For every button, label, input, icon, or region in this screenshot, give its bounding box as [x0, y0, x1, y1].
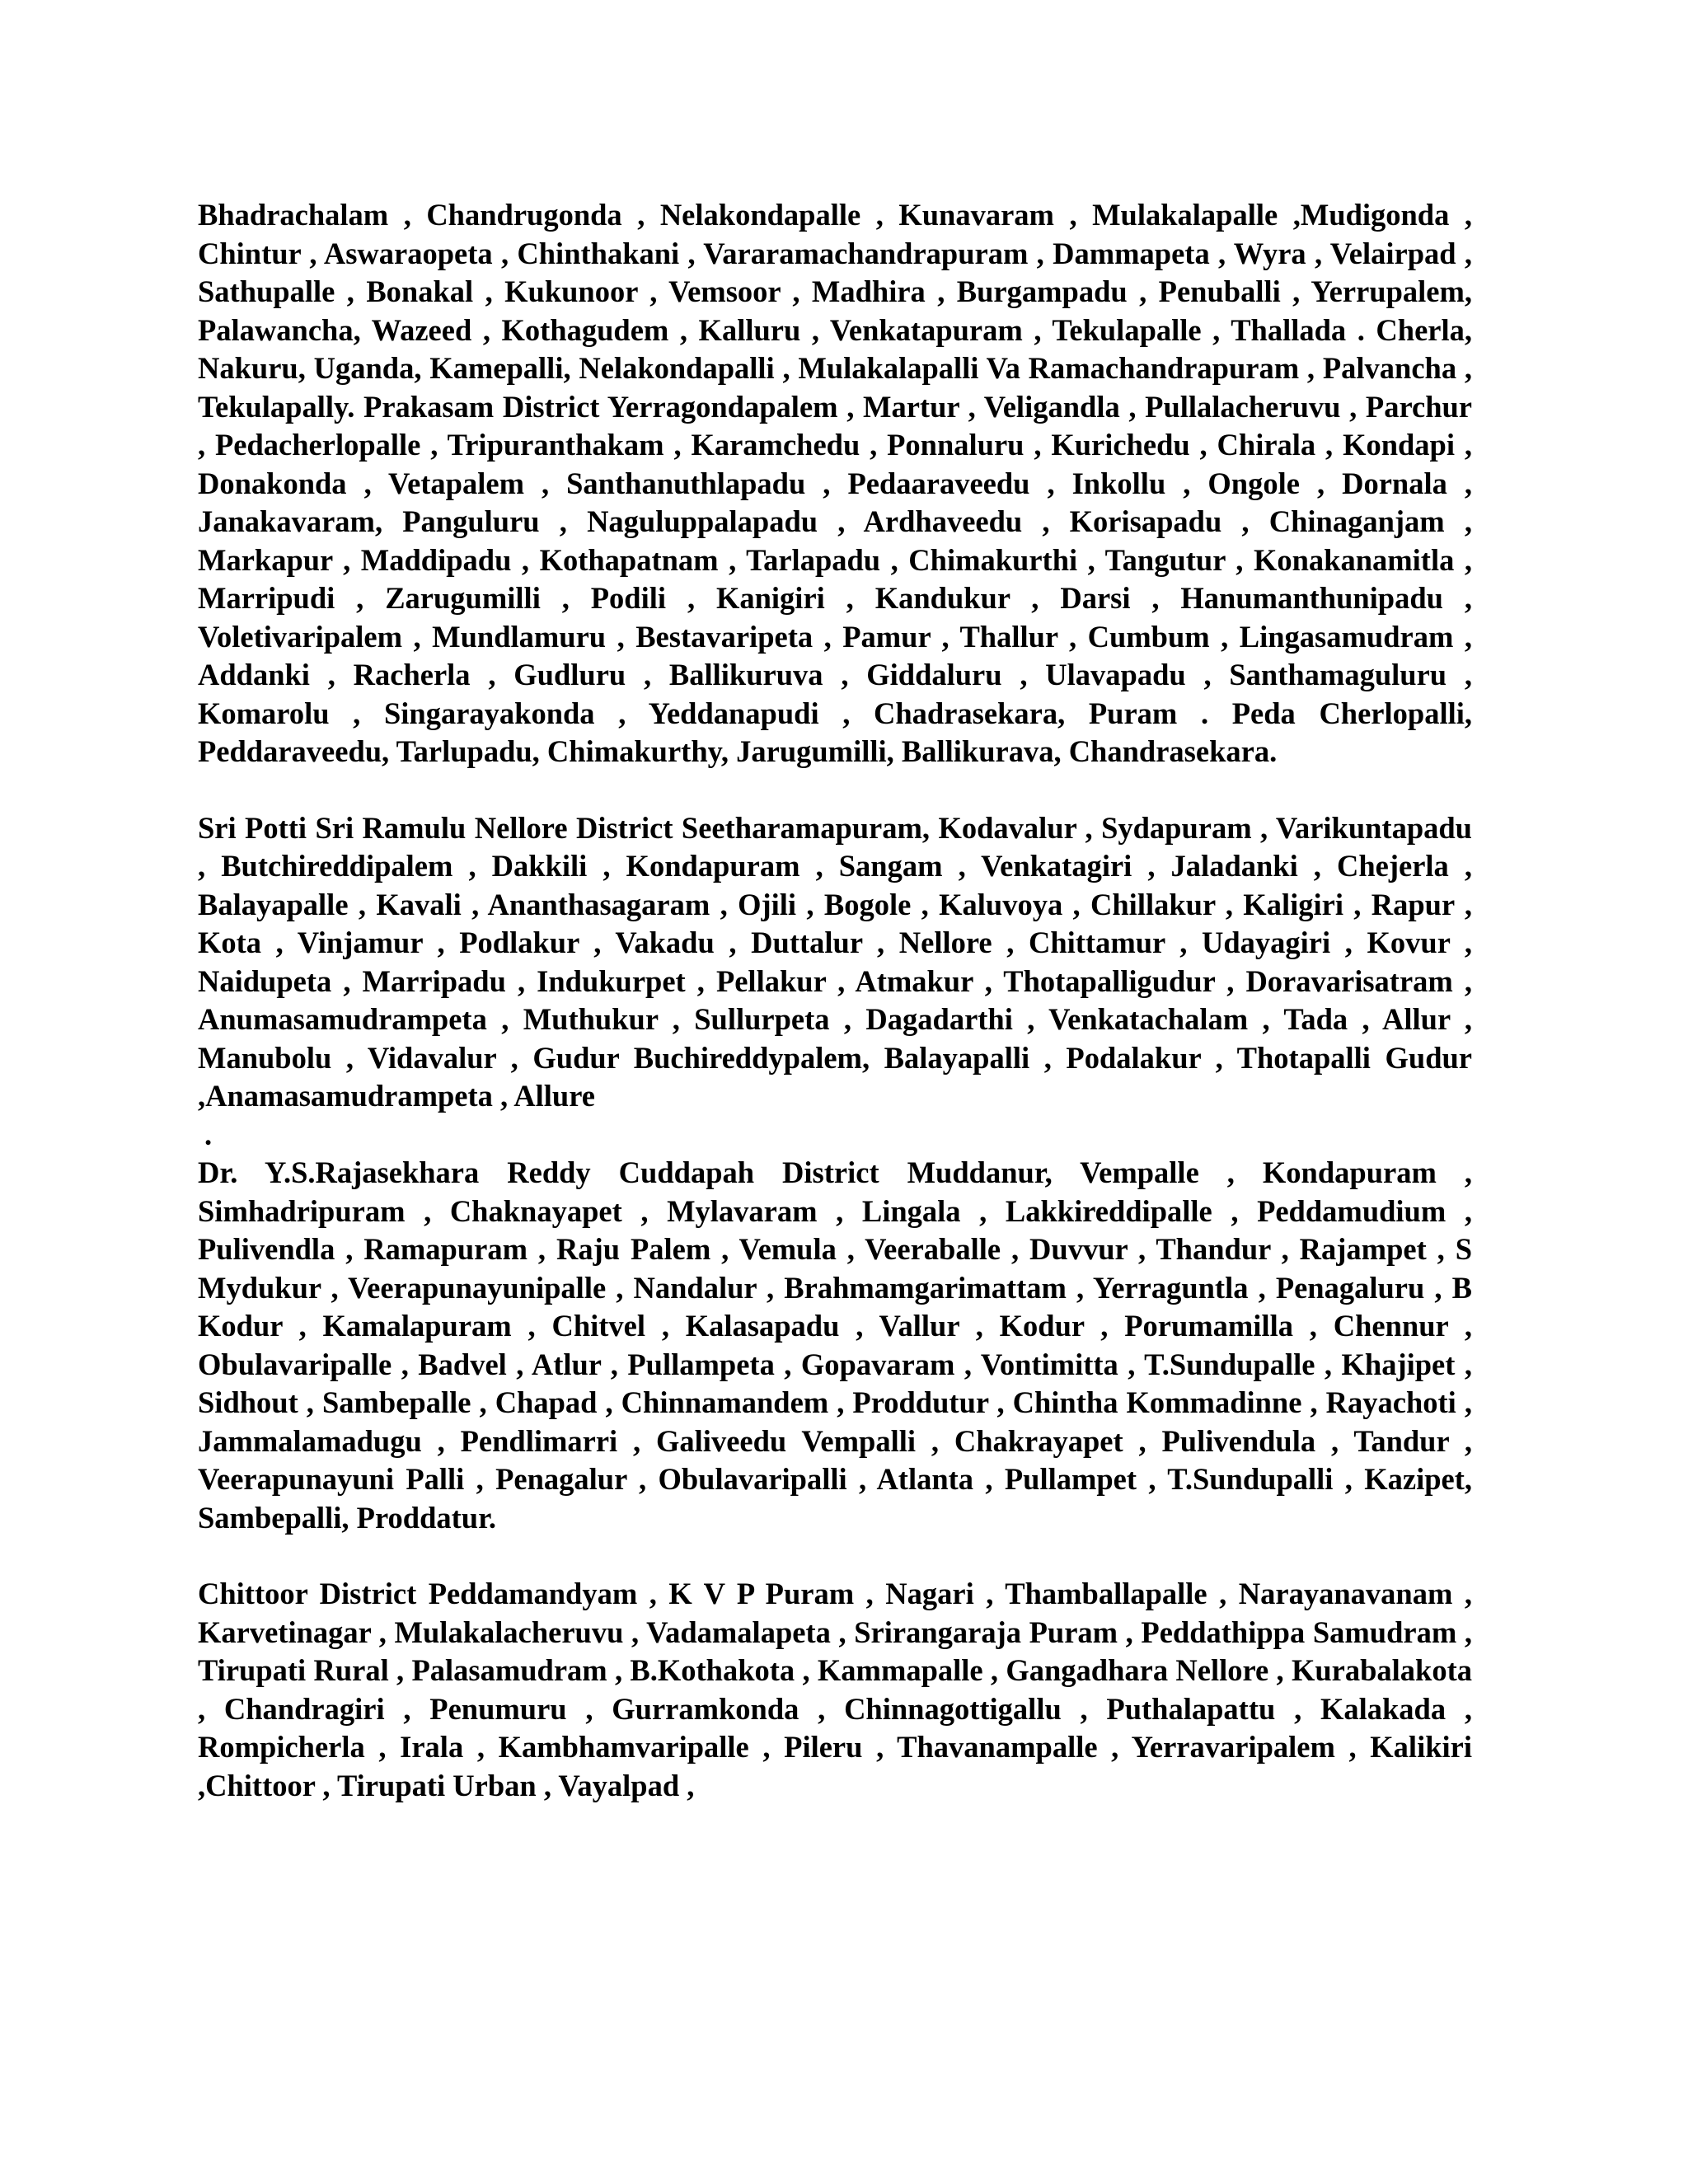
paragraph-spacer — [198, 1537, 1472, 1575]
paragraph-spacer — [198, 771, 1472, 809]
paragraph-khammam-prakasam: Bhadrachalam , Chandrugonda , Nelakondapalle , Kunavaram , Mulakalapalle ,Mudigonda , Chintur , Aswaraopeta , Chinthakani , Vararamachandrapuram , Dammapeta , Wyra , Velairpad , Sathupalle , Bonakal , Kukunoor , Vemsoor , Madhira , Burgampadu , Penuballi , Yerrupalem, Palawancha, Wazeed , Kothagudem , Kalluru , Venkatapuram , Tekulapalle , Thallada . Cherla, Nakuru, Uganda, Kamepalli, Nelakondapalli , Mulakalapalli Va Ramachandrapuram , Palvancha , Tekulapally. Prakasam District Yerragondapalem , Martur , Veligandla , Pullalacheruvu , Parchur , Pedacherlopalle , Tripuranthakam , Karamchedu , Ponnaluru , Kurichedu , Chirala , Kondapi , Donakonda , Vetapalem , Santhanuthlapadu , Pedaaraveedu , Inkollu , Ongole , Dornala , Janakavaram, Panguluru , Naguluppalapadu , Ardhaveedu , Korisapadu , Chinaganjam , Markapur , Maddipadu , Kothapatnam , Tarlapadu , Chimakurthi , Tangutur , Konakanamitla , Marripudi , Zarugumilli , Podili , Kanigiri , Kandukur , Darsi , Hanumanthunipadu , Voletivaripalem , Mundlamuru , Bestavaripeta , Pamur , Thallur , Cumbum , Lingasamudram , Addanki , Racherla , Gudluru , Ballikuruva , Giddaluru , Ulavapadu , Santhamaguluru , Komarolu , Singarayakonda , Yeddanapudi , Chadrasekara, Puram . Peda Cherlopalli, Peddaraveedu, Tarlupadu, Chimakurthy, Jarugumilli, Ballikurava, Chandrasekara. — [198, 198, 1472, 768]
stray-period: . — [204, 1117, 213, 1151]
paragraph-chittoor-district: Chittoor District Peddamandyam , K V P Puram , Nagari , Thamballapalle , Narayanavanam , Karvetinagar , Mulakalacheruvu , Vadamalapeta , Srirangaraja Puram , Peddathippa Samudram , Tirupati Rural , Palasamudram , B.Kothakota , Kammapalle , Gangadhara Nellore , Kurabalakota , Chandragiri , Penumuru , Gurramkonda , Chinnagottigallu , Puthalapattu , Kalakada , Rompicherla , Irala , Kambhamvaripalle , Pileru , Thavanampalle , Yerravaripalem , Kalikiri ,Chittoor , Tirupati Urban , Vayalpad , — [198, 1577, 1472, 1802]
document-page — [198, 196, 1472, 1805]
paragraph-nellore-district: Sri Potti Sri Ramulu Nellore District Seetharamapuram, Kodavalur , Sydapuram , Varikuntapadu , Butchireddipalem , Dakkili , Kondapuram , Sangam , Venkatagiri , Jaladanki , Chejerla , Balayapalle , Kavali , Ananthasagaram , Ojili , Bogole , Kaluvoya , Chillakur , Kaligiri , Rapur , Kota , Vinjamur , Podlakur , Vakadu , Duttalur , Nellore , Chittamur , Udayagiri , Kovur , Naidupeta , Marripadu , Indukurpet , Pellakur , Atmakur , Thotapalligudur , Doravarisatram , Anumasamudrampeta , Muthukur , Sullurpeta , Dagadarthi , Venkatachalam , Tada , Allur , Manubolu , Vidavalur , Gudur Buchireddypalem, Balayapalli , Podalakur , Thotapalli Gudur ,Anamasamudrampeta , Allure — [198, 810, 1472, 1113]
paragraph-cuddapah-district: Dr. Y.S.Rajasekhara Reddy Cuddapah District Muddanur, Vempalle , Kondapuram , Simhadripuram , Chaknayapet , Mylavaram , Lingala , Lakkireddipalle , Peddamudium , Pulivendla , Ramapuram , Raju Palem , Vemula , Veeraballe , Duvvur , Thandur , Rajampet , S Mydukur , Veerapunayunipalle , Nandalur , Brahmamgarimattam , Yerraguntla , Penagaluru , B Kodur , Kamalapuram , Chitvel , Kalasapadu , Vallur , Kodur , Porumamilla , Chennur , Obulavaripalle , Badvel , Atlur , Pullampeta , Gopavaram , Vontimitta , T.Sundupalle , Khajipet , Sidhout , Sambepalle , Chapad , Chinnamandem , Proddutur , Chintha Kommadinne , Rayachoti , Jammalamadugu , Pendlimarri , Galiveedu Vempalli , Chakrayapet , Pulivendula , Tandur , Veerapunayuni Palli , Penagalur , Obulavaripalli , Atlanta , Pullampet , T.Sundupalli , Kazipet, Sambepalli, Proddatur. — [198, 1155, 1472, 1535]
